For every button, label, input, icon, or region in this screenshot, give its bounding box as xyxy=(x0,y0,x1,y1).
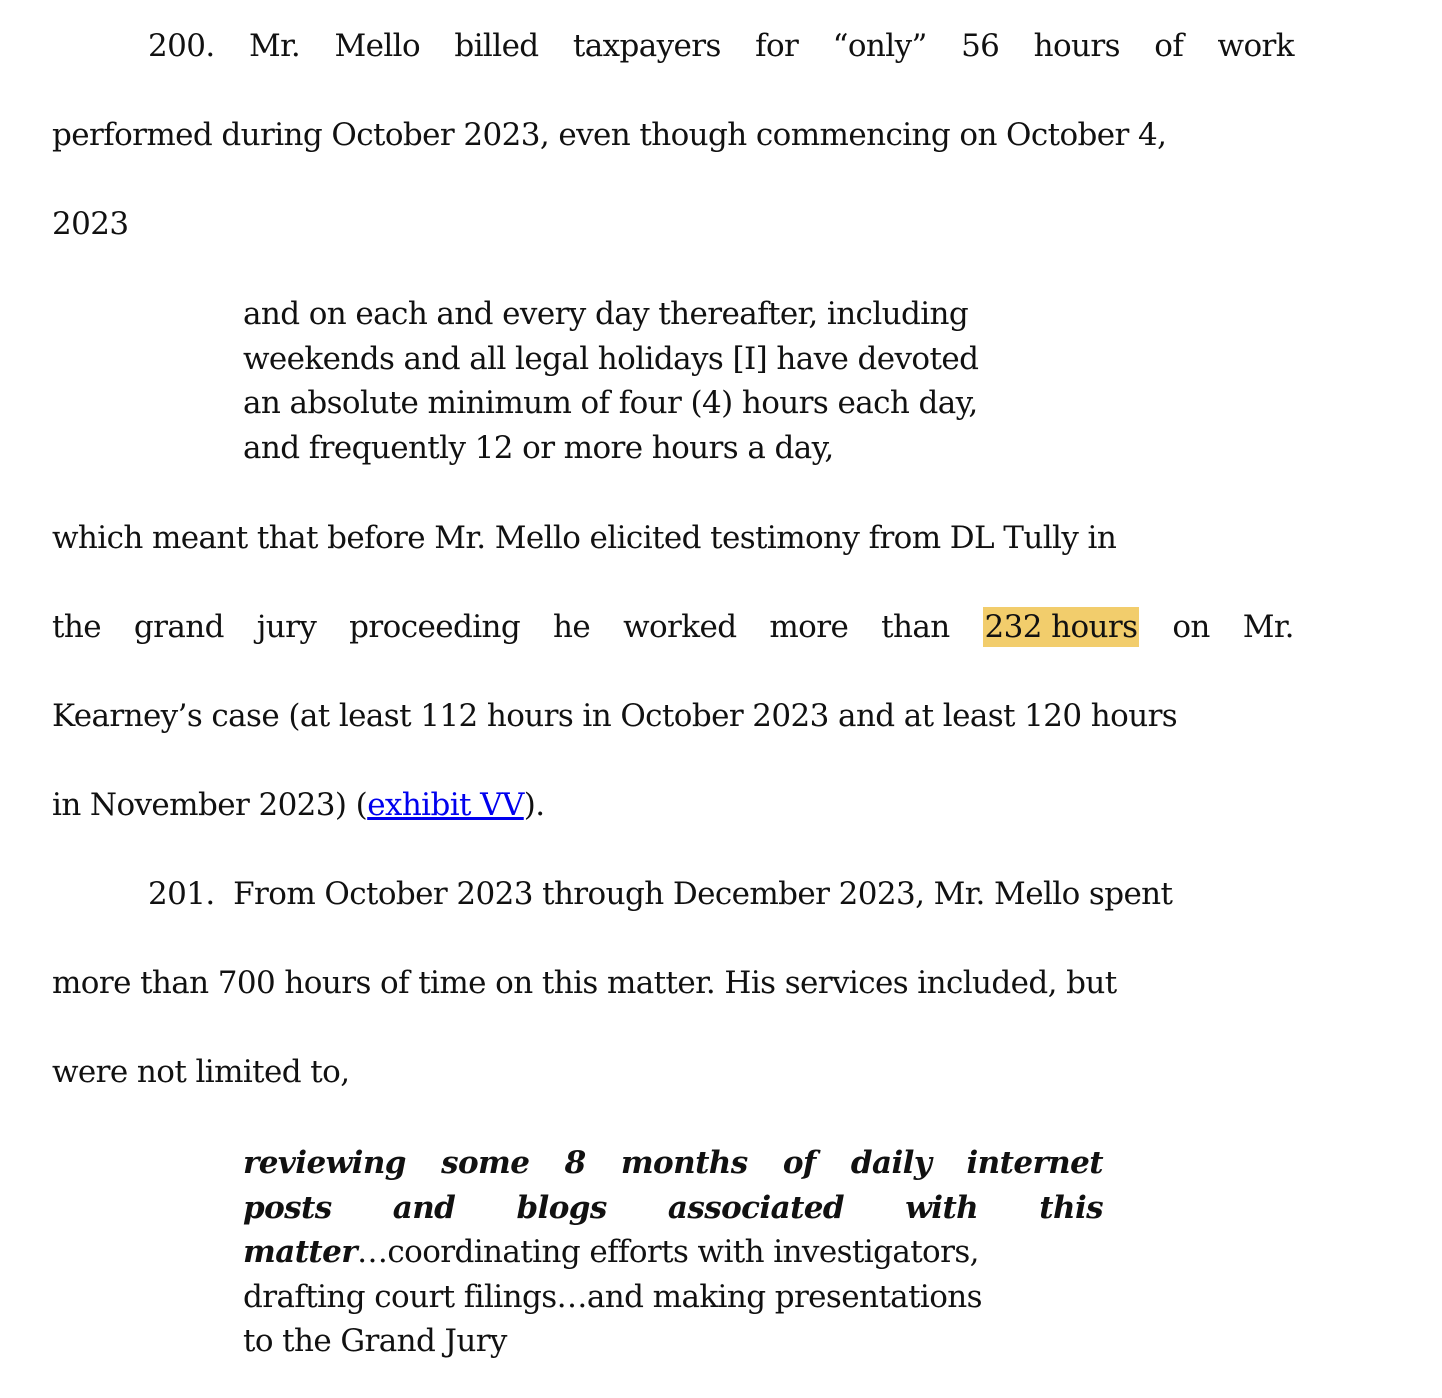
block-quote-2 xyxy=(243,1141,1103,1364)
quote-line: drafting court filings…and making presentations xyxy=(243,1278,982,1315)
paragraph-200-line-3: 2023 xyxy=(52,206,129,242)
paragraph-number: 201. xyxy=(148,876,215,912)
continuation-line-3: Kearney’s case (at least 112 hours in October 2023 and at least 120 hours xyxy=(52,698,1178,734)
quote-line: to the Grand Jury xyxy=(243,1323,507,1359)
paragraph-200-line-1: 200. Mr. Mello billed taxpayers for “only” 56 hours of work xyxy=(148,28,1294,64)
quote-line: an absolute minimum of four (4) hours each day, xyxy=(243,385,978,421)
quote-line: weekends and all legal holidays [I] have devoted xyxy=(243,340,979,377)
quote-line: matter …coordinating efforts with investigators, xyxy=(243,1234,979,1270)
quote-line: posts and blogs associated with this xyxy=(243,1189,1103,1226)
block-quote-1 xyxy=(243,292,1103,470)
paragraph-201-line-3: were not limited to, xyxy=(52,1054,350,1090)
paragraph-200-line-2: performed during October 2023, even though commencing on October 4, xyxy=(52,117,1167,153)
paragraph-201-line-1: 201. From October 2023 through December 2023, Mr. Mello spent xyxy=(148,876,1173,912)
highlighted-text: 232 hours xyxy=(984,609,1138,645)
quote-line: and on each and every day thereafter, including xyxy=(243,296,969,332)
continuation-line-1: which meant that before Mr. Mello elicited testimony from DL Tully in xyxy=(52,520,1117,556)
exhibit-vv-link[interactable]: exhibit VV xyxy=(367,787,524,823)
paragraph-201-line-2: more than 700 hours of time on this matter. His services included, but xyxy=(52,965,1117,1001)
quote-line: reviewing some 8 months of daily internet xyxy=(243,1145,1103,1181)
continuation-line-4: in November 2023) ( exhibit VV ). xyxy=(52,787,545,823)
paragraph-number: 200. xyxy=(148,28,215,64)
continuation-line-2: the grand jury proceeding he worked more than 232 hours on Mr. xyxy=(52,609,1294,645)
quote-line: and frequently 12 or more hours a day, xyxy=(243,429,834,466)
